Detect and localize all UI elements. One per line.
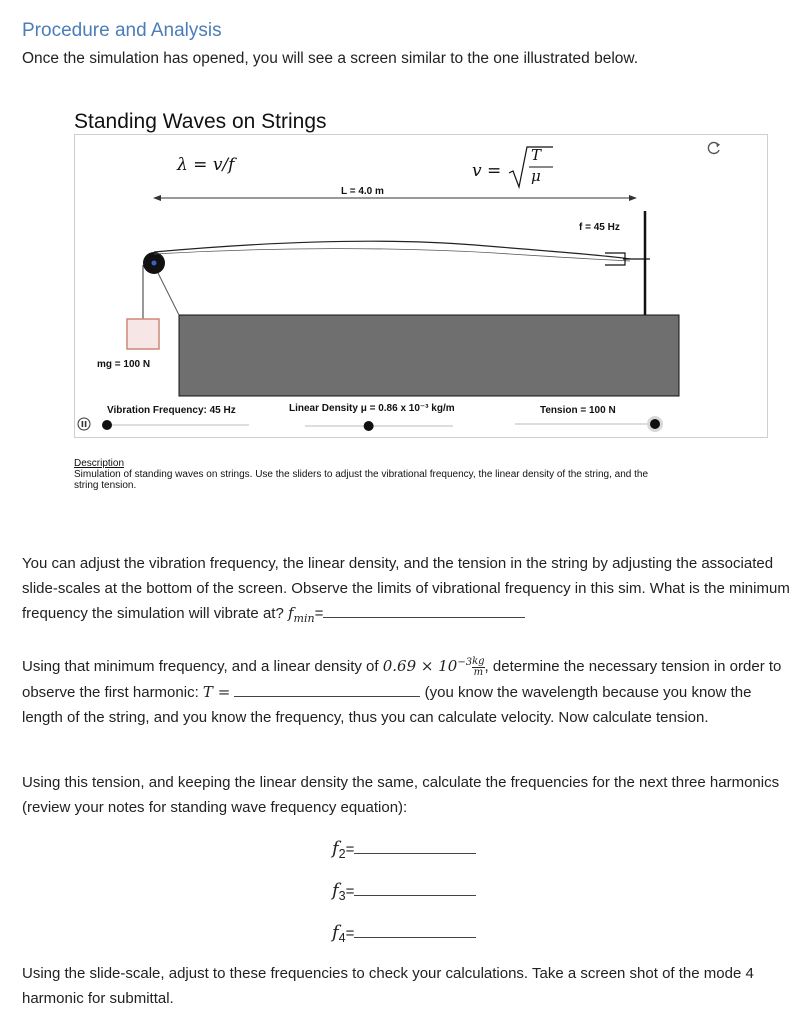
paragraph-tension-part3: (you know the wavelength because you know the length of the string, and you know the frequency, thus you can calculate velocity. Now calculate tension. <box>22 683 752 726</box>
fmin-subscript: min <box>293 612 315 625</box>
harmonic-4-subscript: 4 <box>338 931 346 945</box>
density-unit-fraction <box>472 657 484 678</box>
frequency-readout: f = 45 Hz <box>579 222 620 233</box>
mass-label: mg = 100 N <box>97 359 151 370</box>
tension-symbol: T = <box>202 682 231 701</box>
velocity-formula-denominator: μ <box>531 167 541 185</box>
table-block <box>179 315 679 396</box>
harmonic-3-subscript: 3 <box>338 889 346 903</box>
frequency-slider-knob[interactable] <box>102 420 112 430</box>
harmonic-2-equals: = <box>345 841 355 858</box>
pulley-arm <box>155 267 179 315</box>
section-heading: Procedure and Analysis <box>22 20 222 41</box>
harmonic-2-blank[interactable] <box>354 839 476 854</box>
paragraph-tension <box>22 650 792 731</box>
harmonic-2-subscript: 2 <box>338 847 346 861</box>
harmonic-row-4 <box>332 922 476 945</box>
simulation-description <box>74 458 674 491</box>
paragraph-adjust <box>22 551 792 631</box>
pause-icon[interactable] <box>77 417 91 431</box>
length-arrow <box>153 195 637 201</box>
harmonic-4-symbol: f <box>332 922 339 943</box>
paragraph-harmonics: Using this tension, and keeping the linear density the same, calculate the frequencies for the next three harmonics (review your notes for standing wave frequency equation): <box>22 774 780 816</box>
paragraph-tension-part2: , determine the necessary tension in order to observe the first harmonic: <box>22 658 782 701</box>
pulley-axle <box>152 261 157 266</box>
harmonic-2-symbol: f <box>332 838 339 859</box>
description-title: Description <box>74 458 125 469</box>
fmin-equals: = <box>314 605 324 622</box>
vibrating-string-envelope <box>154 249 630 261</box>
velocity-formula-numerator: T <box>531 146 542 164</box>
linear-density-label: Linear Density μ = 0.86 x 10⁻³ kg/m <box>289 403 455 414</box>
paragraph-screenshot: Using the slide-scale, adjust to these frequencies to check your calculations. Take a screen shot of the mode 4 harmonic for submittal. <box>22 965 754 1007</box>
vibrator-clamp <box>605 253 625 265</box>
description-text: Simulation of standing waves on strings. Use the sliders to adjust the vibrational frequency, the linear density of the string, and the string tension. <box>74 469 649 491</box>
simulation-canvas <box>75 135 767 437</box>
intro-text: Once the simulation has opened, you will see a screen similar to the one illustrated below. <box>22 50 639 67</box>
fmin-answer-blank[interactable] <box>323 603 525 618</box>
density-slider-knob[interactable] <box>364 421 374 431</box>
hanging-mass <box>127 319 159 349</box>
harmonic-3-equals: = <box>345 883 355 900</box>
harmonic-3-blank[interactable] <box>354 881 476 896</box>
harmonic-row-2 <box>332 838 476 861</box>
density-unit-denominator: m <box>473 666 484 678</box>
tension-slider-knob[interactable] <box>650 419 660 429</box>
reload-icon[interactable] <box>706 140 722 156</box>
length-label: L = 4.0 m <box>341 186 384 197</box>
density-unit-numerator: kg <box>472 655 485 667</box>
velocity-formula-lhs: v = <box>472 161 502 181</box>
vibrating-string <box>154 241 630 259</box>
fmin-symbol: f <box>287 604 294 622</box>
paragraph-adjust-text: You can adjust the vibration frequency, the linear density, and the tension in the string by adjusting the associated slide-scales at the bottom of the screen. Observe the limits of vibrational frequency in this sim. What is the minimum frequency the simulation will vibrate at? <box>22 555 790 622</box>
vibration-frequency-label: Vibration Frequency: 45 Hz <box>107 405 236 416</box>
harmonic-3-symbol: f <box>332 880 339 901</box>
density-exponent: −3 <box>457 657 473 668</box>
wavelength-formula: λ = v/f <box>177 155 235 175</box>
density-value: 0.69 × 10 <box>382 657 458 675</box>
harmonic-4-equals: = <box>345 925 355 942</box>
tension-answer-blank[interactable] <box>234 682 420 697</box>
harmonic-row-3 <box>332 880 476 903</box>
simulation-title: Standing Waves on Strings <box>74 110 327 133</box>
simulation-frame <box>74 134 768 438</box>
paragraph-tension-part1: Using that minimum frequency, and a linear density of <box>22 658 383 675</box>
tension-label: Tension = 100 N <box>540 405 616 416</box>
harmonic-4-blank[interactable] <box>354 923 476 938</box>
